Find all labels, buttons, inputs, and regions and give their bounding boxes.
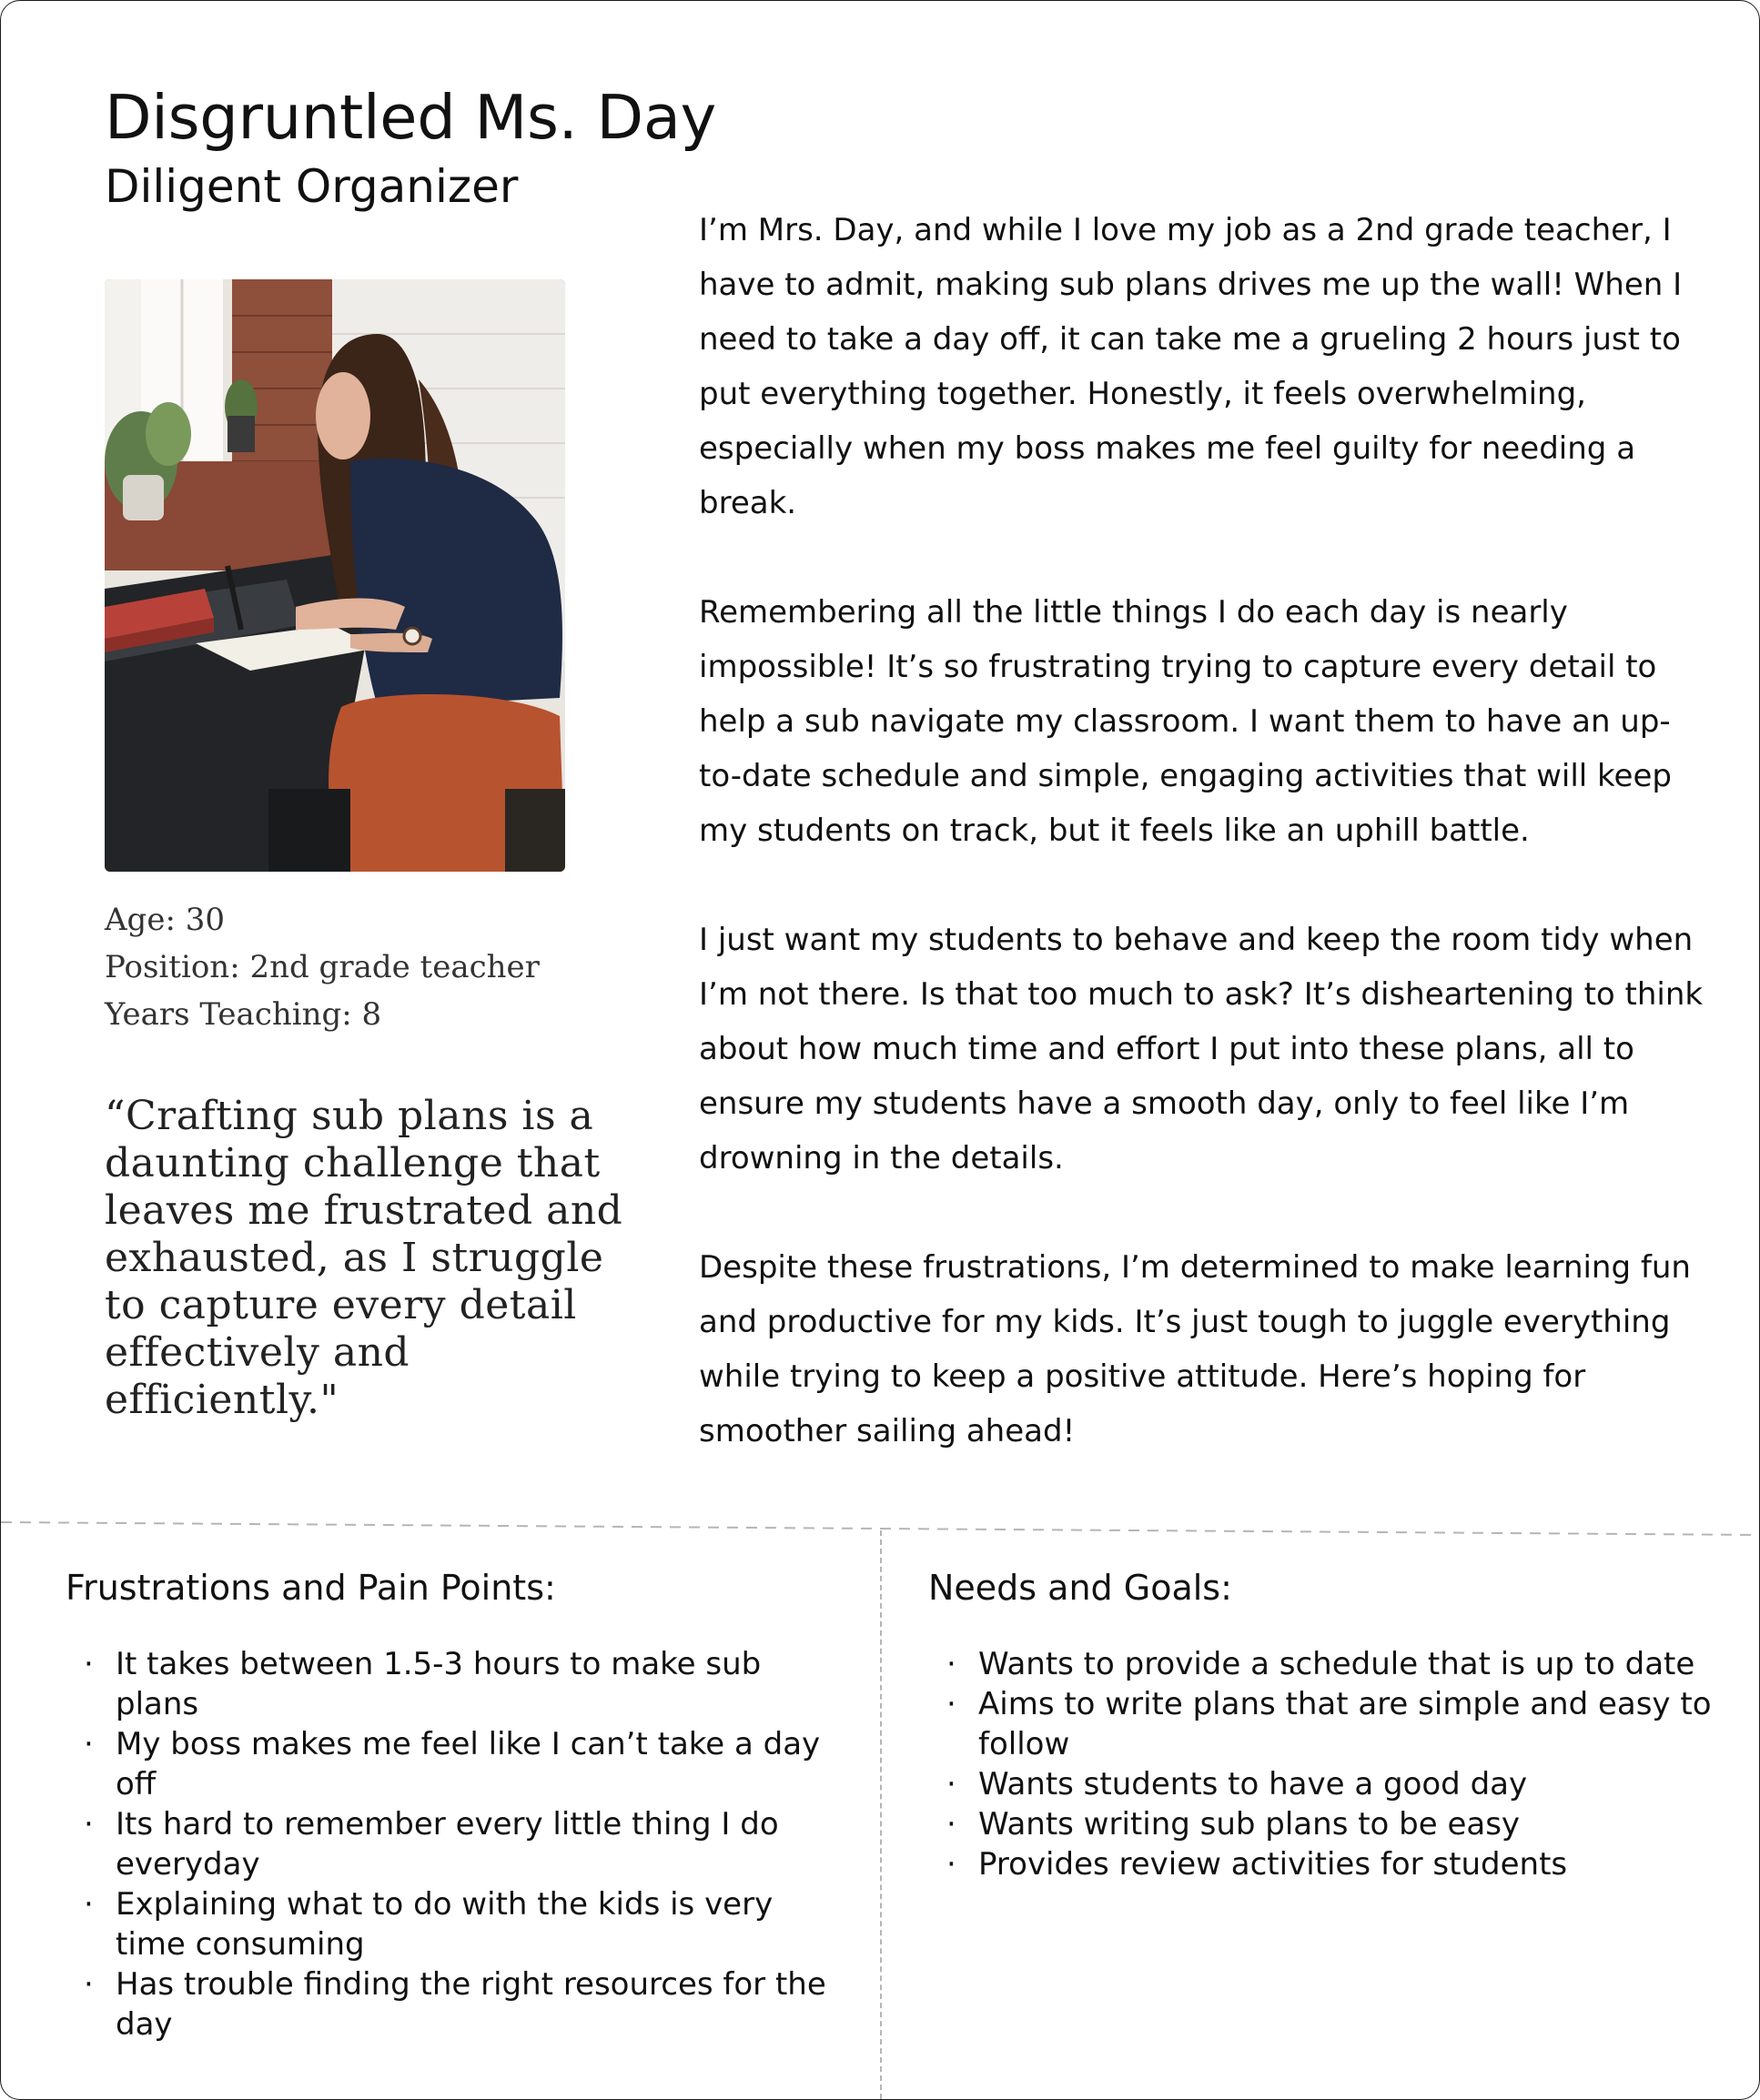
list-item (66, 1644, 848, 1724)
bullet-icon: · (84, 1806, 94, 1843)
persona-type: Diligent Organizer (105, 160, 519, 213)
list-item (928, 1844, 1729, 1884)
bullet-icon: · (946, 1846, 956, 1883)
persona-story (699, 203, 1709, 1513)
list-item (928, 1684, 1729, 1764)
bullet-icon: · (84, 1966, 94, 2003)
frustrations-panel (66, 1557, 848, 2044)
list-item (66, 1964, 848, 2044)
story-paragraph: I’m Mrs. Day, and while I love my job as a 2nd grade teacher, I have to admit, making sub plans drives me up the wall! When I need to take a day off, it can take me a grueling 2 hours just to put everything together. Honestly, it feels overwhelming, especially when my boss makes me feel guilty for needing a break. (699, 212, 1683, 521)
frustrations-title: Frustrations and Pain Points: (66, 1568, 556, 1608)
list-item-text: Its hard to remember every little thing I do everyday (116, 1806, 779, 1883)
list-item-text: Aims to write plans that are simple and easy to follow (978, 1686, 1712, 1762)
needs-list (928, 1644, 1729, 1884)
list-item-text: Wants students to have a good day (978, 1766, 1528, 1802)
list-item (928, 1804, 1729, 1844)
bullet-icon: · (84, 1646, 94, 1682)
frustrations-list (66, 1644, 848, 2044)
list-item (66, 1804, 848, 1884)
persona-photo-illustration (105, 279, 565, 872)
persona-quote: “Crafting sub plans is a daunting challenge that leaves me frustrated and exhausted, as I struggle to capture every detail effectively and efficiently." (105, 1093, 623, 1423)
list-item (66, 1724, 848, 1804)
age-fact: Age: 30 (105, 902, 225, 938)
bullet-icon: · (84, 1886, 94, 1923)
list-item (928, 1764, 1729, 1804)
list-item (66, 1884, 848, 1964)
bullet-icon: · (84, 1726, 94, 1762)
list-item (928, 1644, 1729, 1684)
bullet-icon: · (946, 1806, 956, 1843)
list-item-text: It takes between 1.5-3 hours to make sub plans (116, 1646, 762, 1722)
persona-facts (105, 896, 540, 1038)
list-item-text: Has trouble finding the right resources for the day (116, 1966, 826, 2043)
position-fact: Position: 2nd grade teacher (105, 949, 540, 985)
bullet-icon: · (946, 1646, 956, 1682)
years-teaching-fact: Years Teaching: 8 (105, 996, 382, 1033)
bullet-icon: · (946, 1766, 956, 1802)
list-item-text: Provides review activities for students (978, 1846, 1568, 1883)
list-item-text: Wants to provide a schedule that is up to date (978, 1646, 1695, 1682)
list-item-text: Explaining what to do with the kids is very time consuming (116, 1886, 774, 1963)
story-paragraph: Remembering all the little things I do each day is nearly impossible! It’s so frustrating trying to capture every detail to help a sub navigate my classroom. I want them to have an up-to-date schedule and simple, engaging activities that will keep my students on track, but it feels like an uphill battle. (699, 594, 1672, 849)
persona-name: Disgruntled Ms. Day (105, 82, 716, 153)
bullet-icon: · (946, 1686, 956, 1722)
persona-photo (105, 279, 565, 872)
story-paragraph: Despite these frustrations, I’m determined to make learning fun and productive for my kids. It’s just tough to juggle everything while trying to keep a positive attitude. Here’s hoping for smoother sailing ahead! (699, 1249, 1691, 1449)
needs-title: Needs and Goals: (928, 1568, 1232, 1608)
list-item-text: My boss makes me feel like I can’t take a day off (116, 1726, 821, 1802)
list-item-text: Wants writing sub plans to be easy (978, 1806, 1521, 1843)
needs-panel (928, 1557, 1729, 1884)
section-divider-vertical (880, 1530, 882, 2099)
story-paragraph: I just want my students to behave and keep the room tidy when I’m not there. Is that too much to ask? It’s disheartening to think about how much time and effort I put into these plans, all to ensure my students have a smooth day, only to feel like I’m drowning in the details. (699, 922, 1704, 1176)
